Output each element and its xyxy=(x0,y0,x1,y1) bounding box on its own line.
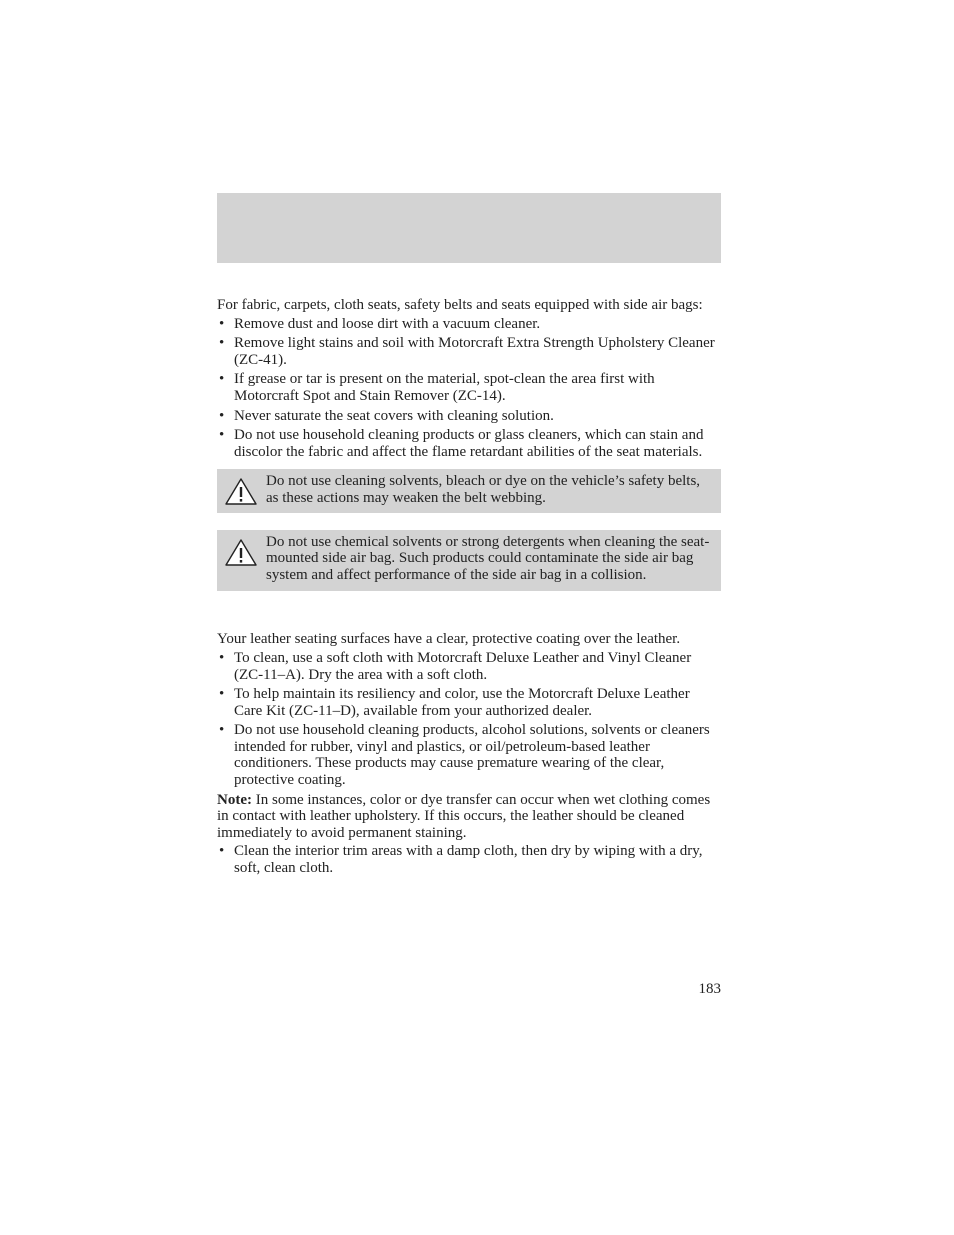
page-content xyxy=(217,297,721,880)
bullet-dot: • xyxy=(219,686,225,703)
warning-triangle-icon xyxy=(224,477,258,507)
list-item-text: Do not use household cleaning products, alcohol solutions, solvents or cleaners intended for rubber, vinyl and plastics, or oil/petroleum-based leather conditioners. These products may cause premature wearing of the clear, protective coating. xyxy=(234,722,710,789)
list-item xyxy=(217,427,721,460)
warning-text: Do not use cleaning solvents, bleach or dye on the vehicle’s safety belts, as these actions may weaken the belt webbing. xyxy=(266,473,701,506)
list-item xyxy=(217,722,721,788)
list-item xyxy=(217,371,721,404)
bullet-dot: • xyxy=(219,649,225,666)
list-item xyxy=(217,335,721,368)
trim-bullet-list xyxy=(217,843,721,876)
list-item-text: To help maintain its resiliency and color, use the Motorcraft Deluxe Leather Care Kit (ZC-11–D), available from your authorized dealer. xyxy=(234,686,690,719)
list-item-text: If grease or tar is present on the material, spot-clean the area first with Motorcraft Spot and Stain Remover (ZC-14). xyxy=(234,371,655,404)
list-item xyxy=(217,686,721,719)
page-number: 183 xyxy=(698,981,721,997)
list-item xyxy=(217,650,721,683)
warning-text: Do not use chemical solvents or strong detergents when cleaning the seat-mounted side air bag. Such products could contaminate the side air bag system and affect performance of the side air bag in a collision. xyxy=(266,533,710,583)
list-item-text: Never saturate the seat covers with cleaning solution. xyxy=(234,407,554,424)
bullet-dot: • xyxy=(219,371,225,388)
side-airbag-warning-box xyxy=(217,530,721,592)
leather-bullet-list xyxy=(217,650,721,789)
note-text: In some instances, color or dye transfer can occur when wet clothing comes in contact with leather upholstery. If this occurs, the leather should be cleaned immediately to avoid permanent staining. xyxy=(217,791,711,841)
note-label: Note: xyxy=(217,791,252,808)
leather-note xyxy=(217,792,721,842)
fabric-bullet-list xyxy=(217,316,721,461)
list-item xyxy=(217,316,721,333)
list-item-text: Remove dust and loose dirt with a vacuum cleaner. xyxy=(234,315,541,332)
bullet-dot: • xyxy=(219,427,225,444)
fabric-intro: For fabric, carpets, cloth seats, safety belts and seats equipped with side air bags: xyxy=(217,297,703,313)
bullet-dot: • xyxy=(219,843,225,860)
warning-triangle-icon xyxy=(224,538,258,568)
list-item-text: Clean the interior trim areas with a damp cloth, then dry by wiping with a dry, soft, clean cloth. xyxy=(234,843,703,877)
section-header-band xyxy=(217,193,721,263)
bullet-dot: • xyxy=(219,722,225,739)
bullet-dot: • xyxy=(219,335,225,352)
list-item-text: Do not use household cleaning products or glass cleaners, which can stain and discolor the fabric and affect the flame retardant abilities of the seat materials. xyxy=(234,427,704,460)
list-item-text: Remove light stains and soil with Motorcraft Extra Strength Upholstery Cleaner (ZC-41). xyxy=(234,335,715,368)
list-item xyxy=(217,843,721,876)
list-item xyxy=(217,408,721,425)
bullet-dot: • xyxy=(219,315,225,332)
leather-intro: Your leather seating surfaces have a clear, protective coating over the leather. xyxy=(217,631,681,648)
list-item-text: To clean, use a soft cloth with Motorcraft Deluxe Leather and Vinyl Cleaner (ZC-11–A). Dry the area with a soft cloth. xyxy=(234,649,692,683)
safety-belt-warning-box xyxy=(217,469,721,512)
bullet-dot: • xyxy=(219,407,225,424)
